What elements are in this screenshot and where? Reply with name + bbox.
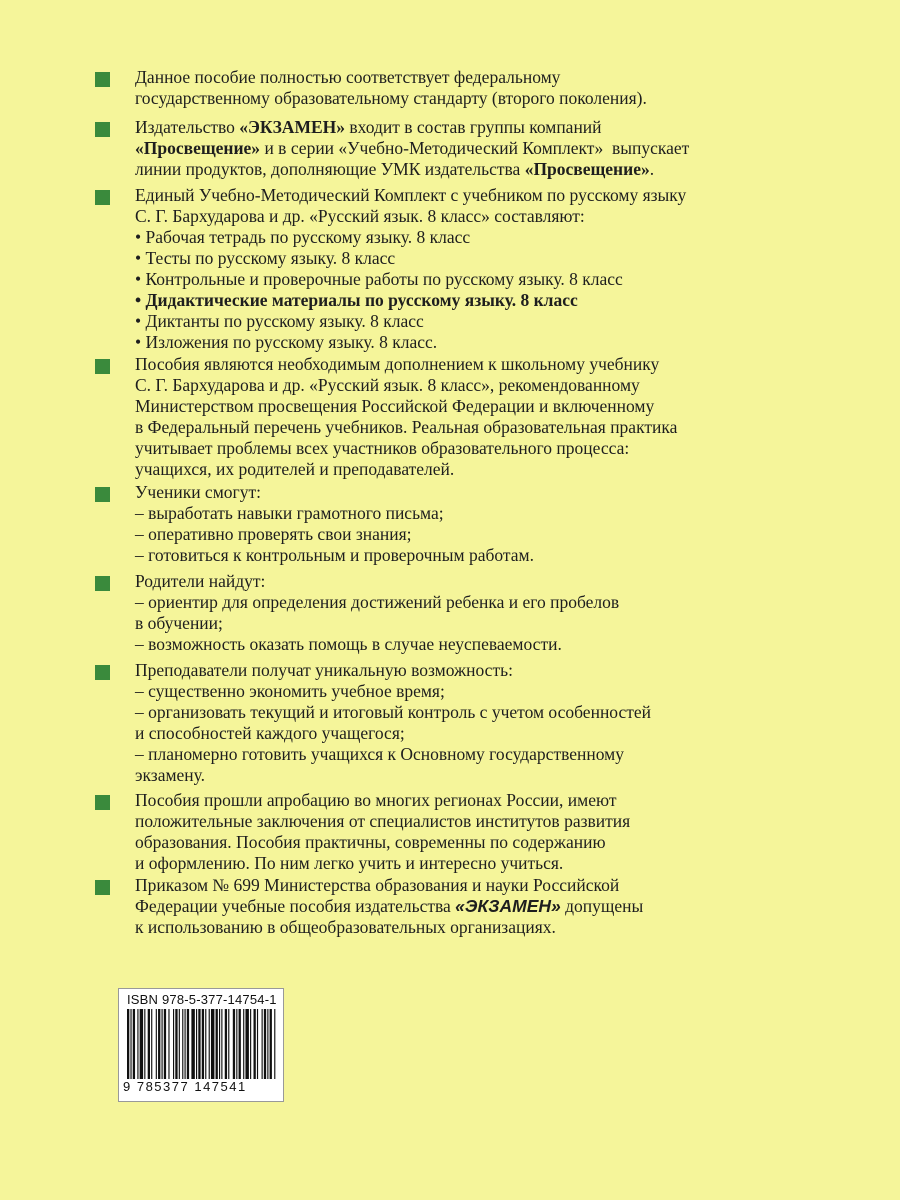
text-line	[135, 206, 855, 227]
paragraph-text	[135, 185, 855, 353]
green-square-bullet-icon	[95, 795, 110, 810]
text-line	[135, 723, 855, 744]
barcode-bar	[175, 1009, 177, 1079]
paragraph-8	[95, 790, 855, 874]
barcode-bar	[225, 1009, 227, 1079]
text-line	[135, 702, 855, 723]
text-segment: экзамену.	[135, 765, 206, 785]
paragraph-9	[95, 875, 855, 938]
text-line	[135, 875, 855, 896]
text-line	[135, 117, 855, 138]
text-segment: Приказом № 699 Министерства образования и науки Российской	[135, 875, 620, 895]
text-segment: и способностей каждого учащегося;	[135, 723, 405, 743]
barcode-bar	[137, 1009, 138, 1079]
barcode-bar	[202, 1009, 204, 1079]
barcode-bar	[236, 1009, 237, 1079]
text-segment: – готовиться к контрольным и проверочным работам.	[135, 545, 534, 565]
text-segment: • Диктанты по русскому языку. 8 класс	[135, 311, 424, 331]
paragraph-4	[95, 354, 855, 480]
paragraph-text	[135, 660, 855, 786]
barcode-bar	[209, 1009, 210, 1079]
text-segment: и в серии «Учебно-Методический Комплект» выпускает	[260, 138, 690, 158]
paragraph-6	[95, 571, 855, 655]
text-segment: С. Г. Бархударова и др. «Русский язык. 8 класс» составляют:	[135, 206, 585, 226]
text-segment: – выработать навыки грамотного письма;	[135, 503, 444, 523]
text-segment: положительные заключения от специалистов институтов развития	[135, 811, 631, 831]
text-segment: Единый Учебно-Методический Комплект с учебником по русскому языку	[135, 185, 687, 205]
barcode-bar	[243, 1009, 244, 1079]
text-segment: к использованию в общеобразовательных организациях.	[135, 917, 556, 937]
text-line	[135, 354, 855, 375]
paragraph-text	[135, 571, 855, 655]
text-segment: линии продуктов, дополняющие УМК издательства	[135, 159, 525, 179]
barcode-bar	[245, 1009, 248, 1079]
green-square-bullet-icon	[95, 576, 110, 591]
text-segment: • Тесты по русскому языку. 8 класс	[135, 248, 396, 268]
text-segment: Данное пособие полностью соответствует федеральному	[135, 67, 561, 87]
barcode-bar	[262, 1009, 263, 1079]
barcode-bar	[196, 1009, 197, 1079]
text-line	[135, 438, 855, 459]
barcode-bar	[267, 1009, 268, 1079]
text-segment: государственному образовательному стандарту (второго поколения).	[135, 88, 647, 108]
paragraph-5	[95, 482, 855, 566]
text-line	[135, 482, 855, 503]
text-segment: – существенно экономить учебное время;	[135, 681, 445, 701]
text-segment: Федерации учебные пособия издательства	[135, 896, 456, 916]
text-line	[135, 159, 855, 180]
barcode-bar	[221, 1009, 222, 1079]
text-line	[135, 524, 855, 545]
text-segment: С. Г. Бархударова и др. «Русский язык. 8 класс», рекомендованному	[135, 375, 640, 395]
barcode-bar	[187, 1009, 189, 1079]
text-segment: • Контрольные и проверочные работы по русскому языку. 8 класс	[135, 269, 623, 289]
text-segment: Пособия являются необходимым дополнением к школьному учебнику	[135, 354, 660, 374]
emphasis-text: «Просвещение»	[524, 159, 650, 179]
text-line	[135, 660, 855, 681]
barcode-bar	[250, 1009, 251, 1079]
barcode-bar	[140, 1009, 143, 1079]
green-square-bullet-icon	[95, 880, 110, 895]
barcode-bar	[270, 1009, 272, 1079]
text-line	[135, 681, 855, 702]
barcode-bar	[162, 1009, 163, 1079]
text-segment: образования. Пособия практичны, современны по содержанию	[135, 832, 606, 852]
text-segment: в обучении;	[135, 613, 223, 633]
text-segment: Ученики смогут:	[135, 482, 261, 502]
barcode-bar	[168, 1009, 169, 1079]
text-segment: – возможность оказать помощь в случае неуспеваемости.	[135, 634, 562, 654]
barcode-bar	[179, 1009, 180, 1079]
barcode-bar	[156, 1009, 157, 1079]
paragraph-text	[135, 482, 855, 566]
text-line	[135, 790, 855, 811]
text-line	[135, 88, 855, 109]
emphasis-text: • Дидактические материалы по русскому языку. 8 класс	[135, 290, 578, 310]
text-segment: Издательство	[135, 117, 240, 137]
barcode-bar	[233, 1009, 235, 1079]
isbn-label: ISBN 978-5-377-14754-1	[127, 992, 277, 1007]
paragraph-1	[95, 67, 855, 109]
text-line	[135, 185, 855, 206]
paragraph-3	[95, 185, 855, 353]
barcode-bar	[144, 1009, 145, 1079]
text-line	[135, 290, 855, 311]
text-segment: и оформлению. По ним легко учить и интересно учиться.	[135, 853, 564, 873]
paragraph-text	[135, 354, 855, 480]
text-segment: Преподаватели получат уникальную возможность:	[135, 660, 513, 680]
barcode-bar	[185, 1009, 186, 1079]
barcode-image	[125, 1009, 277, 1079]
paragraph-text	[135, 875, 855, 938]
barcode-bar	[182, 1009, 183, 1079]
text-line	[135, 503, 855, 524]
barcode-bar	[151, 1009, 152, 1079]
barcode-bar	[205, 1009, 206, 1079]
paragraph-7	[95, 660, 855, 786]
barcode-bar	[198, 1009, 200, 1079]
barcode-bar	[264, 1009, 266, 1079]
barcode-bar	[216, 1009, 218, 1079]
text-line	[135, 67, 855, 88]
text-segment: – оперативно проверять свои знания;	[135, 524, 412, 544]
text-line	[135, 227, 855, 248]
barcode-bar	[133, 1009, 135, 1079]
text-line	[135, 571, 855, 592]
text-line	[135, 896, 855, 917]
paragraph-text	[135, 790, 855, 874]
text-segment: – планомерно готовить учащихся к Основному государственному	[135, 744, 625, 764]
text-line	[135, 613, 855, 634]
text-line	[135, 811, 855, 832]
text-line	[135, 459, 855, 480]
green-square-bullet-icon	[95, 487, 110, 502]
barcode-bar	[130, 1009, 131, 1079]
barcode-bar	[219, 1009, 220, 1079]
text-line	[135, 545, 855, 566]
barcode-bar	[164, 1009, 166, 1079]
green-square-bullet-icon	[95, 72, 110, 87]
text-line	[135, 375, 855, 396]
barcode-bar	[254, 1009, 256, 1079]
barcode-bar	[191, 1009, 194, 1079]
paragraph-2	[95, 117, 855, 180]
text-line	[135, 248, 855, 269]
isbn-barcode-box	[118, 988, 284, 1102]
text-segment: • Изложения по русскому языку. 8 класс.	[135, 332, 438, 352]
emphasis-text: «ЭКЗАМЕН»	[239, 117, 346, 137]
emphasis-text: «Просвещение»	[135, 138, 261, 158]
text-segment: учащихся, их родителей и преподавателей.	[135, 459, 455, 479]
text-segment: Министерством просвещения Российской Федерации и включенному	[135, 396, 655, 416]
barcode-bar	[158, 1009, 160, 1079]
barcode-bar	[127, 1009, 129, 1079]
text-line	[135, 332, 855, 353]
text-line	[135, 138, 855, 159]
green-square-bullet-icon	[95, 122, 110, 137]
green-square-bullet-icon	[95, 359, 110, 374]
paragraph-text	[135, 117, 855, 180]
text-segment: допущены	[560, 896, 644, 916]
barcode-bar	[257, 1009, 258, 1079]
text-line	[135, 744, 855, 765]
text-line	[135, 917, 855, 938]
barcode-bar	[239, 1009, 241, 1079]
text-line	[135, 417, 855, 438]
text-segment: Родители найдут:	[135, 571, 266, 591]
text-segment: • Рабочая тетрадь по русскому языку. 8 класс	[135, 227, 471, 247]
green-square-bullet-icon	[95, 665, 110, 680]
text-segment: – ориентир для определения достижений ребенка и его пробелов	[135, 592, 620, 612]
text-line	[135, 853, 855, 874]
text-segment: входит в состав группы компаний	[345, 117, 602, 137]
barcode-bar	[274, 1009, 275, 1079]
text-line	[135, 311, 855, 332]
barcode-bar	[228, 1009, 229, 1079]
green-square-bullet-icon	[95, 190, 110, 205]
barcode-digits: 9 785377 147541	[123, 1079, 247, 1094]
text-segment: в Федеральный перечень учебников. Реальная образовательная практика	[135, 417, 678, 437]
barcode-bar	[148, 1009, 150, 1079]
emphasis-text: «ЭКЗАМЕН»	[455, 896, 561, 916]
text-segment: Пособия прошли апробацию во многих регионах России, имеют	[135, 790, 617, 810]
text-line	[135, 765, 855, 786]
text-line	[135, 396, 855, 417]
text-segment: – организовать текущий и итоговый контроль с учетом особенностей	[135, 702, 652, 722]
text-line	[135, 832, 855, 853]
text-line	[135, 269, 855, 290]
paragraph-text	[135, 67, 855, 109]
text-segment: .	[649, 159, 655, 179]
text-segment: учитывает проблемы всех участников образовательного процесса:	[135, 438, 630, 458]
text-line	[135, 592, 855, 613]
text-line	[135, 634, 855, 655]
barcode-bar	[211, 1009, 214, 1079]
barcode-bar	[173, 1009, 174, 1079]
